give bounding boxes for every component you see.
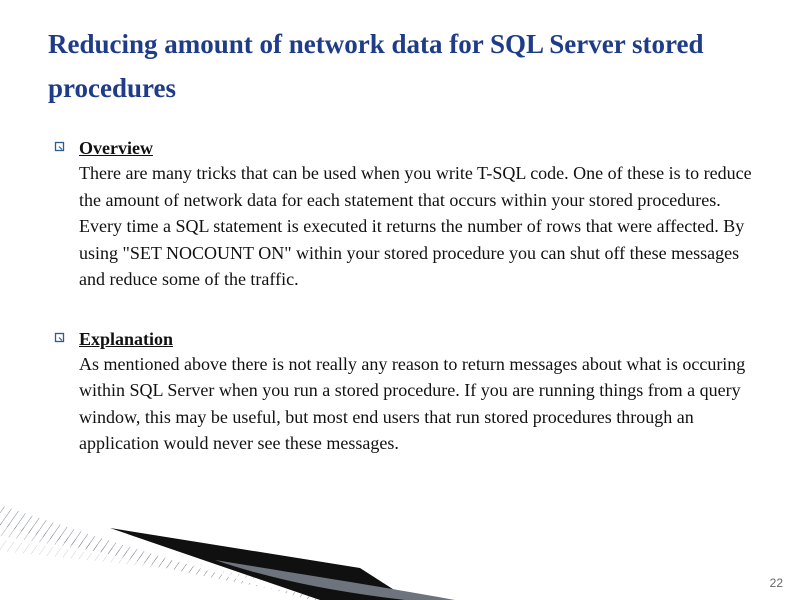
bullet-heading: Explanation [79, 328, 174, 349]
bullet-body: As mentioned above there is not really any reason to return messages about what is occuring within SQL Server when you run a stored procedure. If you are running things from a query window, this may be useful, but most end users that run stored procedures through an application would never see these messages. [79, 353, 746, 453]
open-square-bullet-icon [53, 140, 71, 158]
bullet-item-explanation [52, 327, 758, 457]
bullet-list [52, 136, 758, 491]
bullet-body: There are many tricks that can be used when you write T-SQL code. One of these is to reduce the amount of network data for each statement that occurs within your stored procedures. Every time a SQL statement is executed it returns the number of rows that were affected. By using "SET NOCOUNT ON" within your stored procedure you can shut off these messages and reduce some of the traffic. [79, 163, 752, 289]
slide-page-number: 22 [769, 576, 783, 590]
bullet-heading: Overview [79, 138, 153, 158]
bullet-item-overview [52, 136, 758, 293]
open-square-bullet-icon [53, 331, 71, 349]
slide-title: Reducing amount of network data for SQL Server stored procedures [48, 29, 704, 103]
